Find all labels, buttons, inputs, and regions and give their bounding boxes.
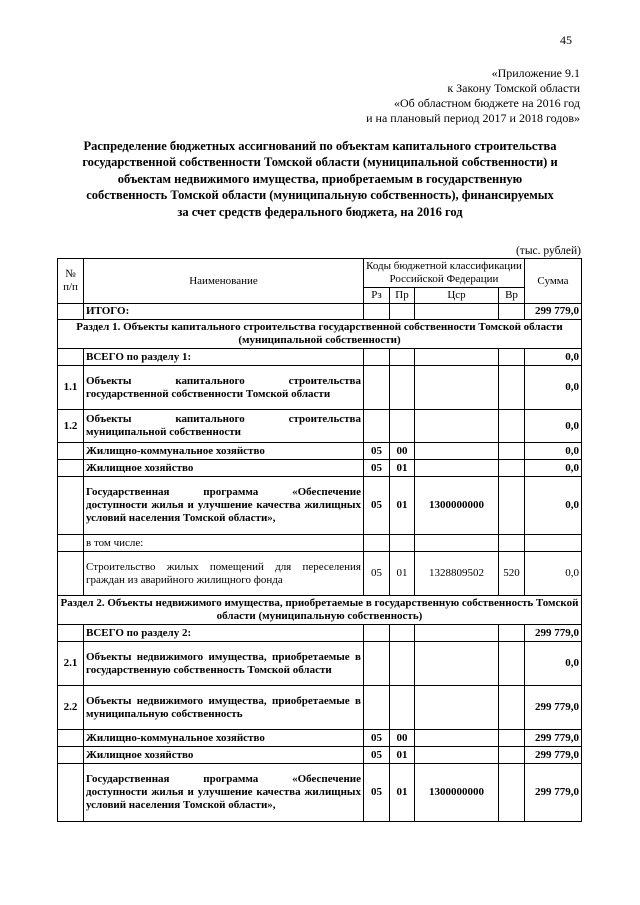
- row-number: 2.2: [58, 686, 84, 730]
- row-csr-code: 1300000000: [415, 477, 499, 535]
- total-label: ИТОГО:: [84, 304, 364, 320]
- row-pr-code: [390, 349, 415, 366]
- row-vr-code: [499, 443, 525, 460]
- header-sum: Сумма: [525, 259, 582, 304]
- row-rz-code: 05: [364, 764, 390, 822]
- row-vr-code: [499, 686, 525, 730]
- row-rz-code: 05: [364, 552, 390, 596]
- row-name: Объекты недвижимого имущества, приобретаемые в муниципальную собственность: [84, 686, 364, 730]
- row-vr-code: [499, 477, 525, 535]
- row-pr-code: [390, 686, 415, 730]
- row-csr-code: [415, 747, 499, 764]
- row-pr-code: [390, 366, 415, 410]
- row-rz-code: [364, 366, 390, 410]
- section-1-title: Раздел 1. Объекты капитального строительства государственной собственности Томской области (муниципальной собственности): [58, 320, 582, 349]
- row-name: Жилищно-коммунальное хозяйство: [84, 730, 364, 747]
- header-vr: Вр: [499, 288, 525, 304]
- row-sum: 0,0: [525, 443, 582, 460]
- budget-table: [57, 258, 582, 822]
- row-number: [58, 625, 84, 642]
- row-csr-code: [415, 625, 499, 642]
- header-name: Наименование: [84, 259, 364, 304]
- row-vr-code: [499, 535, 525, 552]
- row-sum: 0,0: [525, 349, 582, 366]
- row-pr-code: [390, 642, 415, 686]
- row-rz-code: [364, 349, 390, 366]
- table-row: [58, 747, 582, 764]
- row-pr-code: 01: [390, 552, 415, 596]
- row-sum: 0,0: [525, 460, 582, 477]
- table-row: [58, 410, 582, 443]
- row-number: [58, 349, 84, 366]
- row-sum: 0,0: [525, 366, 582, 410]
- row-number: [58, 747, 84, 764]
- appendix-line: к Закону Томской области: [447, 81, 580, 95]
- appendix-reference: [260, 66, 580, 126]
- row-rz-code: 05: [364, 730, 390, 747]
- row-vr-code: [499, 410, 525, 443]
- header-pr: Пр: [390, 288, 415, 304]
- row-rz-code: 05: [364, 477, 390, 535]
- appendix-line: «Приложение 9.1: [491, 66, 580, 80]
- row-number: 1.1: [58, 366, 84, 410]
- row-csr-code: [415, 410, 499, 443]
- table-row: [58, 730, 582, 747]
- row-pr-code: 00: [390, 443, 415, 460]
- row-vr-code: [499, 366, 525, 410]
- row-number: [58, 535, 84, 552]
- row-rz-code: 05: [364, 747, 390, 764]
- row-name: Жилищно-коммунальное хозяйство: [84, 443, 364, 460]
- row-pr-code: 01: [390, 460, 415, 477]
- row-rz-code: [364, 686, 390, 730]
- row-sum: 0,0: [525, 477, 582, 535]
- row-sum: 299 779,0: [525, 747, 582, 764]
- table-row: [58, 477, 582, 535]
- row-number: [58, 552, 84, 596]
- row-pr-code: [390, 410, 415, 443]
- document-title: Распределение бюджетных ассигнований по объектам капитального строительства государственной собственности Томской области (муниципальной собственности) и объектам недвижимого имущества, приобретаемым в государственную собственность Томской области (муниципальную собственность), финансируемых за счет средств федерального бюджета, на 2016 год: [82, 139, 558, 219]
- total-row: [58, 304, 582, 320]
- row-rz-code: 05: [364, 460, 390, 477]
- row-pr-code: 01: [390, 477, 415, 535]
- appendix-line: «Об областном бюджете на 2016 год: [394, 96, 580, 110]
- row-name: в том числе:: [84, 535, 364, 552]
- row-number: [58, 443, 84, 460]
- section-2-title: Раздел 2. Объекты недвижимого имущества, приобретаемые в государственную собственность Томской области (муниципальную собственность): [58, 596, 582, 625]
- row-sum: 0,0: [525, 552, 582, 596]
- row-number: [58, 764, 84, 822]
- row-csr-code: [415, 366, 499, 410]
- row-name: ВСЕГО по разделу 1:: [84, 349, 364, 366]
- table-row: [58, 366, 582, 410]
- table-row: [58, 535, 582, 552]
- row-sum: 0,0: [525, 410, 582, 443]
- row-name: Государственная программа «Обеспечение доступности жилья и улучшение качества жилищных условий населения Томской области»,: [84, 477, 364, 535]
- row-csr-code: [415, 730, 499, 747]
- table-row: [58, 642, 582, 686]
- header-codes: Коды бюджетной классификации Российской Федерации: [364, 259, 525, 288]
- row-rz-code: 05: [364, 443, 390, 460]
- header-csr: Цср: [415, 288, 499, 304]
- row-pr-code: 00: [390, 730, 415, 747]
- row-number: [58, 460, 84, 477]
- table-row: [58, 552, 582, 596]
- table-row: [58, 764, 582, 822]
- row-sum: 299 779,0: [525, 730, 582, 747]
- row-vr-code: 520: [499, 552, 525, 596]
- row-number: 2.1: [58, 642, 84, 686]
- row-sum: 299 779,0: [525, 625, 582, 642]
- row-name: Государственная программа «Обеспечение доступности жилья и улучшение качества жилищных условий населения Томской области»,: [84, 764, 364, 822]
- page-number: 45: [560, 33, 572, 47]
- row-vr-code: [499, 764, 525, 822]
- row-name: Строительство жилых помещений для переселения граждан из аварийного жилищного фонда: [84, 552, 364, 596]
- header-rz: Рз: [364, 288, 390, 304]
- row-vr-code: [499, 747, 525, 764]
- row-csr-code: 1300000000: [415, 764, 499, 822]
- row-pr-code: 01: [390, 764, 415, 822]
- row-vr-code: [499, 349, 525, 366]
- row-name: Жилищное хозяйство: [84, 747, 364, 764]
- section-1-header: [58, 320, 582, 349]
- row-rz-code: [364, 642, 390, 686]
- appendix-line: и на плановый период 2017 и 2018 годов»: [366, 111, 580, 125]
- table-row: [58, 625, 582, 642]
- row-name: ВСЕГО по разделу 2:: [84, 625, 364, 642]
- row-name: Объекты капитального строительства государственной собственности Томской области: [84, 366, 364, 410]
- section-2-header: [58, 596, 582, 625]
- table-row: [58, 460, 582, 477]
- row-pr-code: [390, 535, 415, 552]
- row-number: 1.2: [58, 410, 84, 443]
- row-name: Жилищное хозяйство: [84, 460, 364, 477]
- row-csr-code: [415, 349, 499, 366]
- row-vr-code: [499, 730, 525, 747]
- table-row: [58, 443, 582, 460]
- header-row: [58, 259, 582, 288]
- row-csr-code: [415, 443, 499, 460]
- table-row: [58, 349, 582, 366]
- row-vr-code: [499, 642, 525, 686]
- table-row: [58, 686, 582, 730]
- total-sum: 299 779,0: [525, 304, 582, 320]
- row-rz-code: [364, 410, 390, 443]
- row-csr-code: 1328809502: [415, 552, 499, 596]
- row-name: Объекты недвижимого имущества, приобретаемые в государственную собственность Томской области: [84, 642, 364, 686]
- row-sum: 299 779,0: [525, 764, 582, 822]
- row-pr-code: 01: [390, 747, 415, 764]
- row-csr-code: [415, 535, 499, 552]
- row-rz-code: [364, 625, 390, 642]
- units-note: (тыс. рублей): [515, 245, 581, 257]
- row-rz-code: [364, 535, 390, 552]
- row-sum: [525, 535, 582, 552]
- row-sum: 299 779,0: [525, 686, 582, 730]
- row-csr-code: [415, 686, 499, 730]
- row-sum: 0,0: [525, 642, 582, 686]
- row-number: [58, 730, 84, 747]
- row-name: Объекты капитального строительства муниципальной собственности: [84, 410, 364, 443]
- header-num: № п/п: [58, 259, 84, 304]
- row-csr-code: [415, 460, 499, 477]
- row-csr-code: [415, 642, 499, 686]
- row-vr-code: [499, 460, 525, 477]
- row-vr-code: [499, 625, 525, 642]
- row-number: [58, 477, 84, 535]
- row-pr-code: [390, 625, 415, 642]
